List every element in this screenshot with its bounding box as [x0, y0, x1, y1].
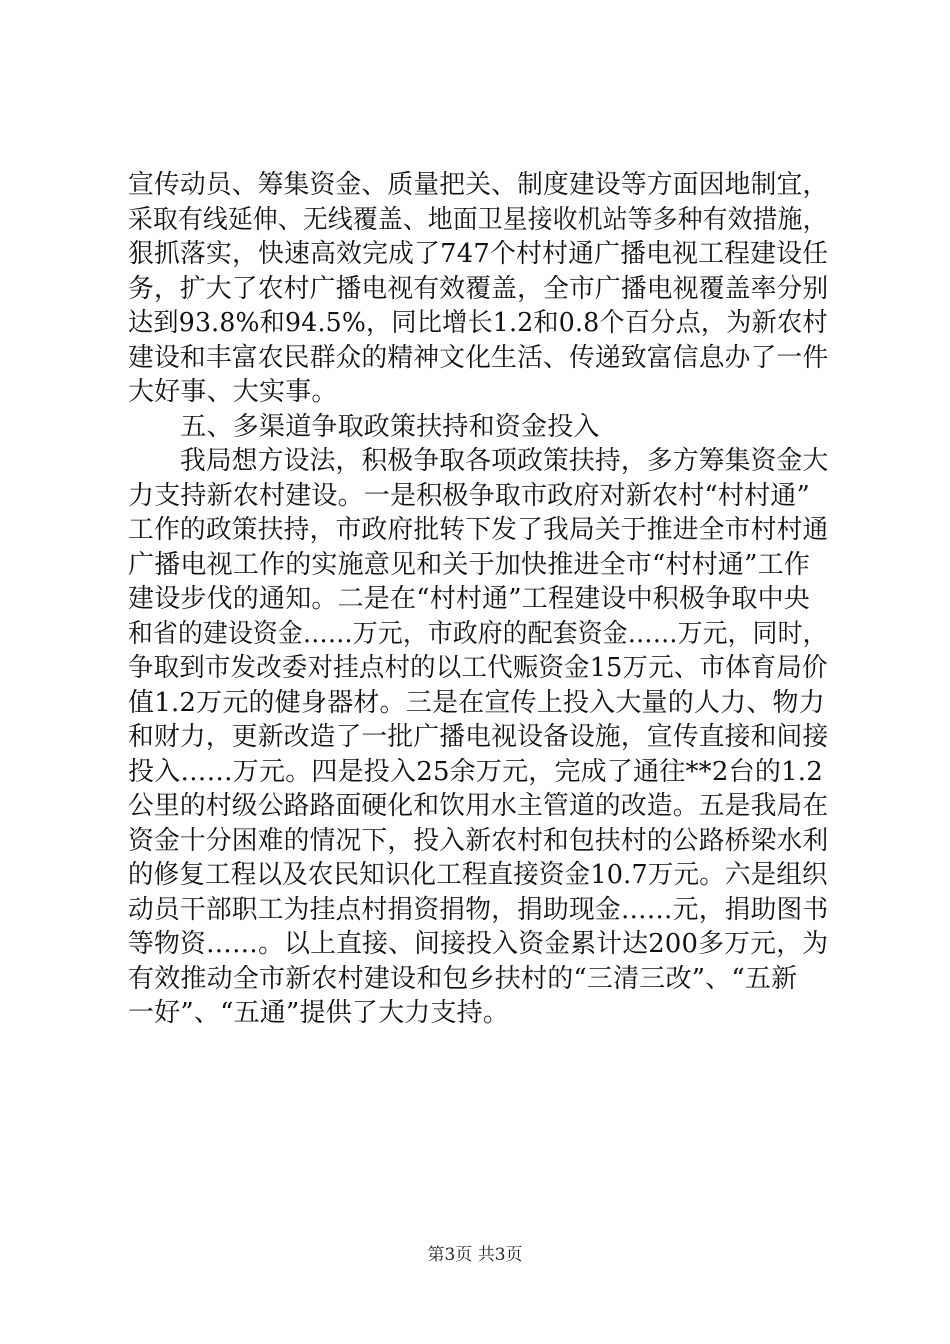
text-line: 工作的政策扶持，市政府批转下发了我局关于推进全市村村通 — [128, 515, 829, 545]
text-line: 一好”、“五通”提供了大力支持。 — [128, 998, 510, 1028]
text-line: 有效推动全市新农村建设和包乡扶村的“三清三改”、“五新 — [128, 963, 798, 994]
text-line: 狠抓落实，快速高效完成了747个村村通广播电视工程建设任 — [128, 239, 829, 269]
text-line: 投入……万元。四是投入25余万元，完成了通往**2台的1.2 — [128, 756, 823, 787]
text-line: 值1.2万元的健身器材。三是在宣传上投入大量的人力、物力 — [128, 687, 825, 718]
page-footer: 第3页 共3页 — [427, 1245, 523, 1265]
text-line: 五、多渠道争取政策扶持和资金投入 — [128, 411, 600, 442]
text-line: 宣传动员、筹集资金、质量把关、制度建设等方面因地制宜， — [128, 170, 829, 200]
text-line: 争取到市发改委对挂点村的以工代赈资金15万元、市体育局价 — [128, 653, 828, 683]
text-line: 公里的村级公路路面硬化和饮用水主管道的改造。五是我局在 — [128, 791, 829, 821]
text-line: 广播电视工作的实施意见和关于加快推进全市“村村通”工作 — [128, 549, 810, 580]
text-line: 建设和丰富农民群众的精神文化生活、传递致富信息办了一件 — [128, 342, 829, 373]
text-line: 力支持新农村建设。一是积极争取市政府对新农村“村村通” — [128, 480, 810, 511]
text-line: 采取有线延伸、无线覆盖、地面卫星接收机站等多种有效措施， — [128, 204, 828, 235]
text-line: 和财力，更新改造了一批广播电视设备设施，宣传直接和间接 — [128, 722, 829, 752]
text-line: 大好事、大实事。 — [128, 377, 338, 407]
text-line: 务，扩大了农村广播电视有效覆盖，全市广播电视覆盖率分别 — [128, 273, 829, 304]
text-line: 动员干部职工为挂点村捐资捐物，捐助现金……元，捐助图书 — [128, 894, 829, 925]
text-line: 我局想方设法，积极争取各项政策扶持，多方筹集资金大 — [128, 446, 829, 476]
text-line: 资金十分困难的情况下，投入新农村和包扶村的公路桥梁水利 — [128, 825, 829, 856]
text-line: 达到93.8%和94.5%，同比增长1.2和0.8个百分点，为新农村 — [128, 308, 828, 338]
text-line: 的修复工程以及农民知识化工程直接资金10.7万元。六是组织 — [128, 860, 828, 890]
text-line: 等物资……。以上直接、间接投入资金累计达200多万元，为 — [128, 929, 829, 959]
text-line: 建设步伐的通知。二是在“村村通”工程建设中积极争取中央 — [128, 584, 810, 614]
body-text — [128, 168, 828, 1031]
text-line: 和省的建设资金……万元，市政府的配套资金……万元，同时， — [128, 618, 828, 649]
